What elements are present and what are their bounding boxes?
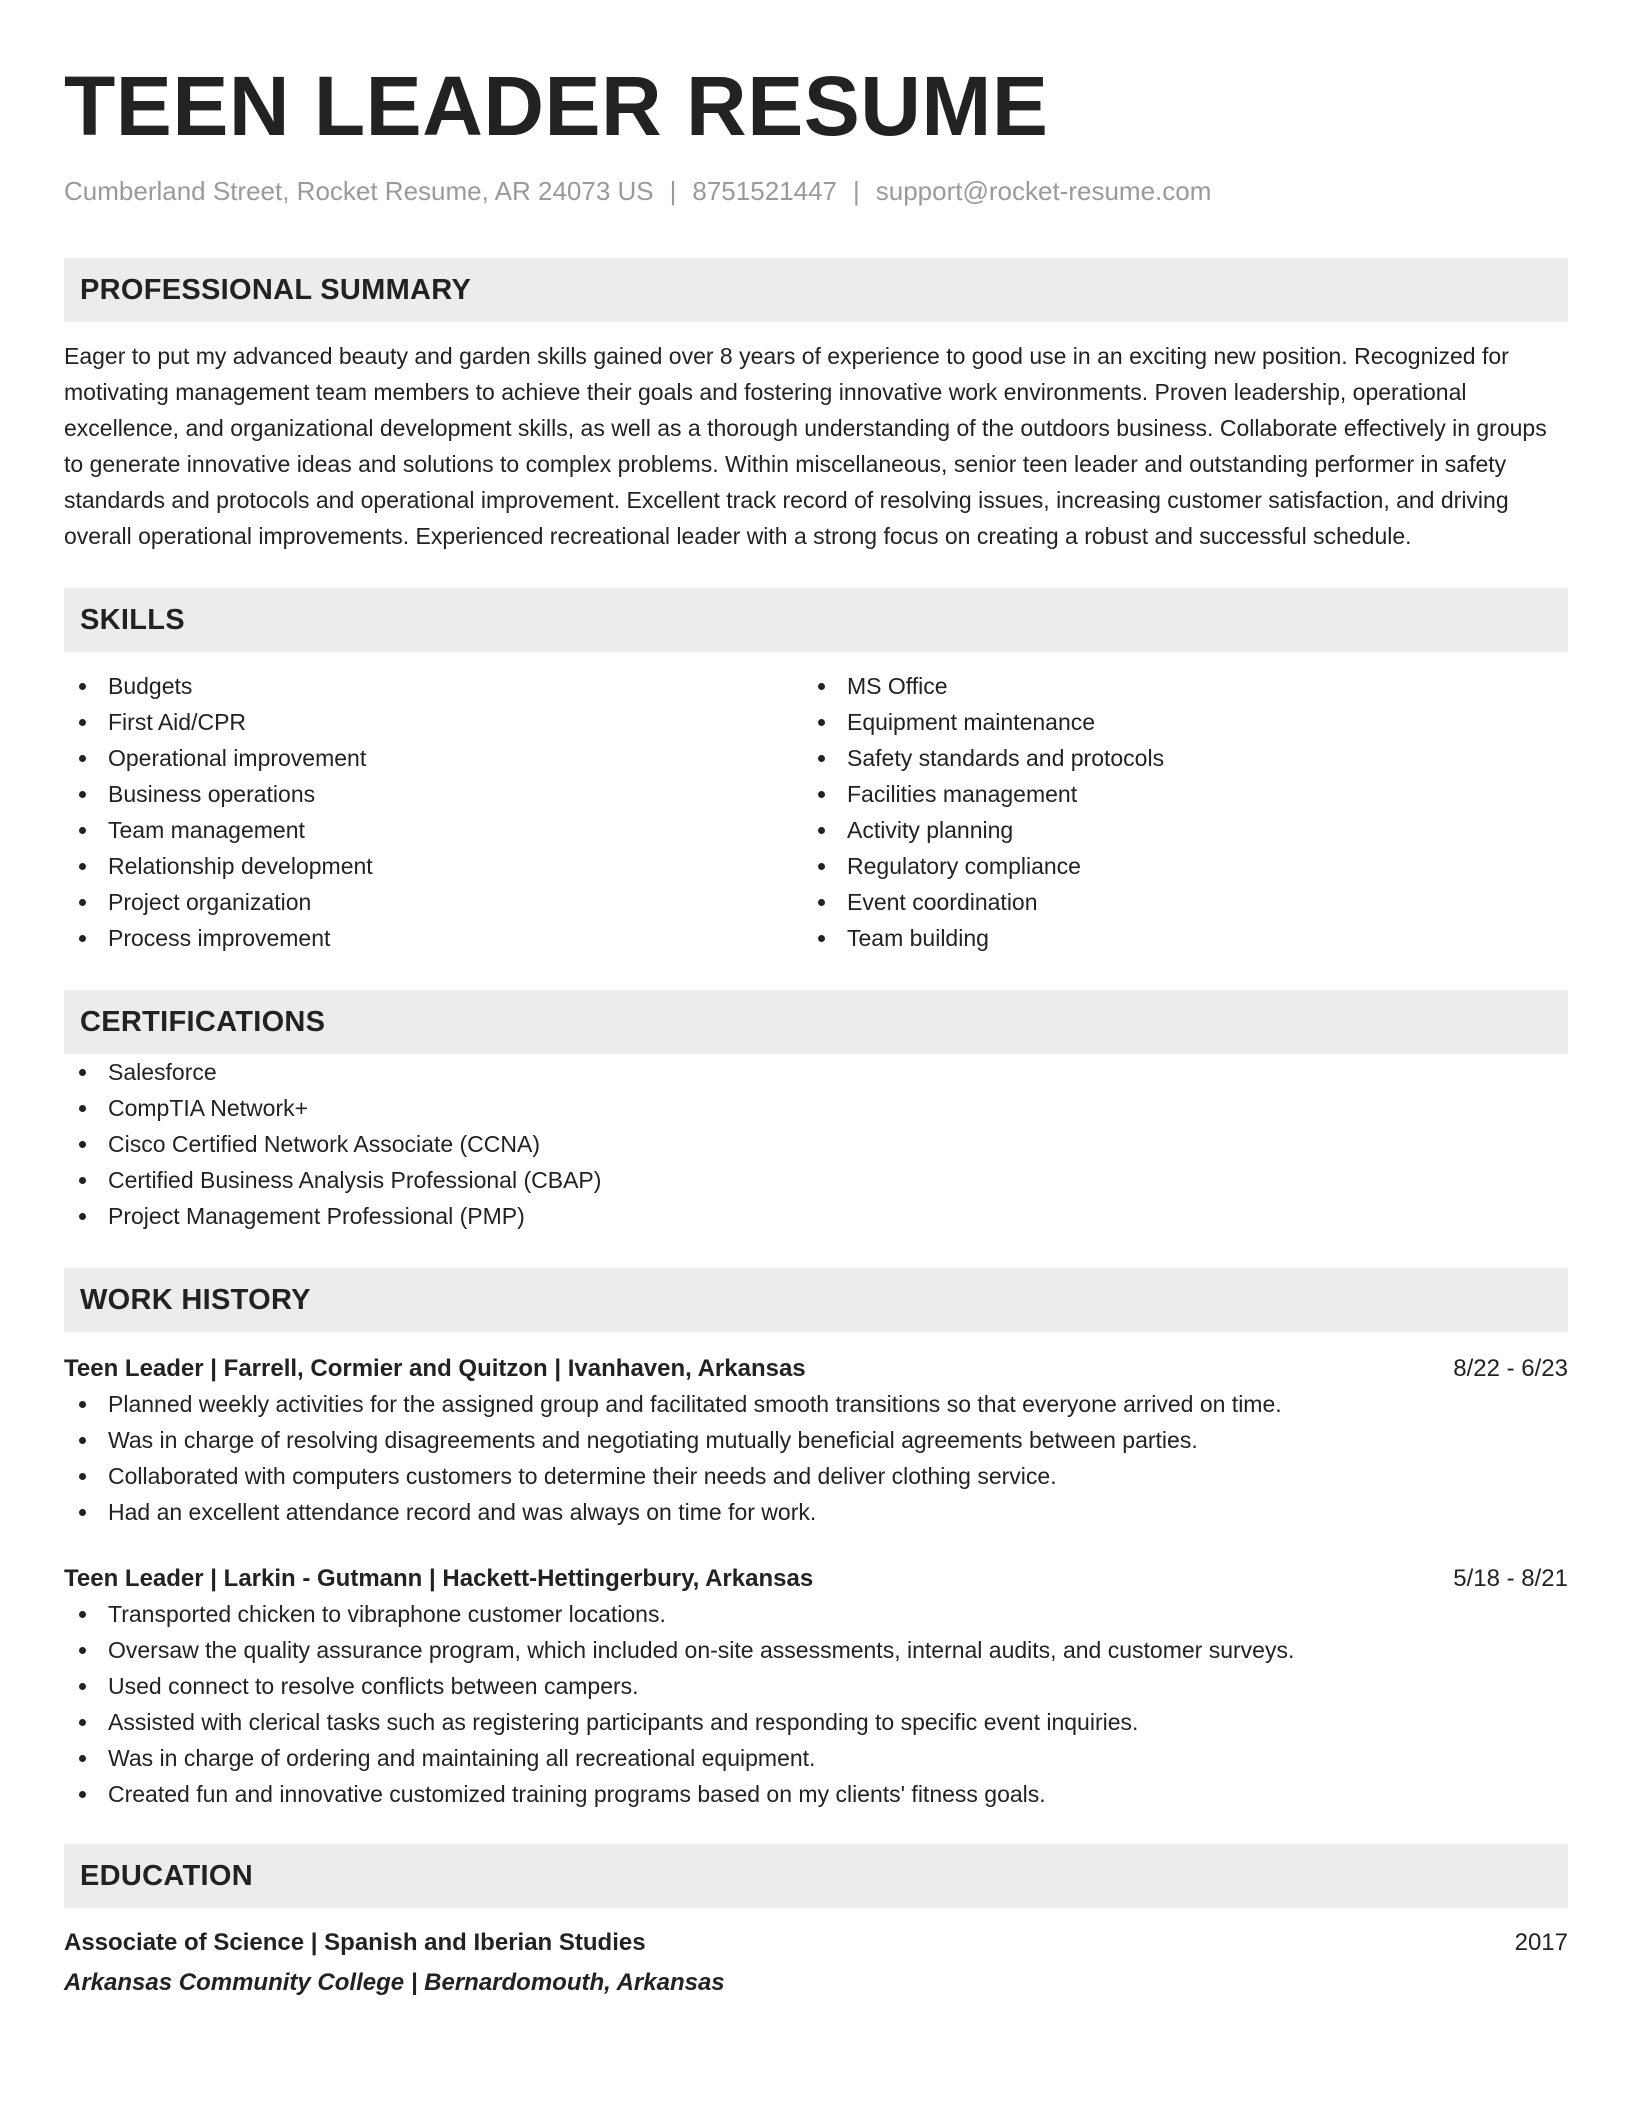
skills-list-right xyxy=(803,668,1542,956)
skill-item: Business operations xyxy=(64,776,803,812)
job-bullet: Was in charge of resolving disagreements and negotiating mutually beneficial agreements between parties. xyxy=(64,1422,1568,1458)
education-school: Arkansas Community College | Bernardomouth, Arkansas xyxy=(64,1969,725,1996)
job-bullets xyxy=(64,1386,1568,1530)
job-header xyxy=(64,1352,1568,1386)
education-header xyxy=(64,1926,1568,1960)
skill-item: First Aid/CPR xyxy=(64,704,803,740)
job-title: Teen Leader | Larkin - Gutmann | Hackett-Hettingerbury, Arkansas xyxy=(64,1565,814,1592)
skill-item: Team management xyxy=(64,812,803,848)
section-header-skills: SKILLS xyxy=(64,588,1568,652)
skill-item: Safety standards and protocols xyxy=(803,740,1542,776)
skill-item: Budgets xyxy=(64,668,803,704)
job-bullets xyxy=(64,1596,1568,1812)
section-header-certifications: CERTIFICATIONS xyxy=(64,990,1568,1054)
skill-item: Team building xyxy=(803,920,1542,956)
contact-address: Cumberland Street, Rocket Resume, AR 24073 US xyxy=(64,176,654,206)
certifications-list xyxy=(64,1054,1568,1234)
contact-separator: | xyxy=(669,176,677,206)
skill-item: Equipment maintenance xyxy=(803,704,1542,740)
certification-item: Certified Business Analysis Professional (CBAP) xyxy=(64,1162,1568,1198)
skill-item: Event coordination xyxy=(803,884,1542,920)
skill-item: Regulatory compliance xyxy=(803,848,1542,884)
education-year: 2017 xyxy=(1514,1929,1568,1956)
summary-text: Eager to put my advanced beauty and garden skills gained over 8 years of experience to good use in an exciting new position. Recognized for motivating management team members to achieve their goals and fostering innovative work environments. Proven leadership, operational excellence, and organizational development skills, as well as a thorough understanding of the outdoors business. Collaborate effectively in groups to generate innovative ideas and solutions to complex problems. Within miscellaneous, senior teen leader and outstanding performer in safety standards and protocols and operational improvement. Excellent track record of resolving issues, increasing customer satisfaction, and driving overall operational improvements. Experienced recreational leader with a strong focus on creating a robust and successful schedule. xyxy=(64,343,1547,549)
skill-item: Operational improvement xyxy=(64,740,803,776)
job-header xyxy=(64,1562,1568,1596)
job-bullet: Created fun and innovative customized training programs based on my clients' fitness goals. xyxy=(64,1776,1568,1812)
skill-item: Activity planning xyxy=(803,812,1542,848)
contact-line xyxy=(64,174,1568,208)
skills-column-left xyxy=(64,668,803,956)
education-degree: Associate of Science | Spanish and Iberian Studies xyxy=(64,1929,646,1956)
job-bullet: Assisted with clerical tasks such as registering participants and responding to specific event inquiries. xyxy=(64,1704,1568,1740)
job-bullet: Was in charge of ordering and maintaining all recreational equipment. xyxy=(64,1740,1568,1776)
section-header-summary: PROFESSIONAL SUMMARY xyxy=(64,258,1568,322)
skill-item: Process improvement xyxy=(64,920,803,956)
job-dates: 8/22 - 6/23 xyxy=(1453,1355,1568,1382)
certification-item: CompTIA Network+ xyxy=(64,1090,1568,1126)
job-bullet: Oversaw the quality assurance program, which included on-site assessments, internal audits, and customer surveys. xyxy=(64,1632,1568,1668)
section-header-work-history: WORK HISTORY xyxy=(64,1268,1568,1332)
skills-grid xyxy=(64,668,1568,956)
job-bullet: Transported chicken to vibraphone customer locations. xyxy=(64,1596,1568,1632)
certification-item: Salesforce xyxy=(64,1054,1568,1090)
resume-title: TEEN LEADER RESUME xyxy=(64,59,1049,153)
job-entry xyxy=(64,1562,1568,1812)
job-bullet: Used connect to resolve conflicts between campers. xyxy=(64,1668,1568,1704)
job-bullet: Had an excellent attendance record and was always on time for work. xyxy=(64,1494,1568,1530)
section-header-education: EDUCATION xyxy=(64,1844,1568,1908)
skill-item: MS Office xyxy=(803,668,1542,704)
skills-column-right xyxy=(803,668,1542,956)
contact-phone: 8751521447 xyxy=(692,176,837,206)
skill-item: Project organization xyxy=(64,884,803,920)
job-bullet: Collaborated with computers customers to determine their needs and deliver clothing service. xyxy=(64,1458,1568,1494)
certification-item: Project Management Professional (PMP) xyxy=(64,1198,1568,1234)
skills-list-left xyxy=(64,668,803,956)
job-entry xyxy=(64,1352,1568,1530)
job-bullet: Planned weekly activities for the assigned group and facilitated smooth transitions so that everyone arrived on time. xyxy=(64,1386,1568,1422)
contact-separator: | xyxy=(853,176,860,206)
skill-item: Relationship development xyxy=(64,848,803,884)
contact-email: support@rocket-resume.com xyxy=(875,176,1212,206)
job-title: Teen Leader | Farrell, Cormier and Quitzon | Ivanhaven, Arkansas xyxy=(64,1355,806,1382)
certification-item: Cisco Certified Network Associate (CCNA) xyxy=(64,1126,1568,1162)
skill-item: Facilities management xyxy=(803,776,1542,812)
job-dates: 5/18 - 8/21 xyxy=(1453,1565,1568,1592)
